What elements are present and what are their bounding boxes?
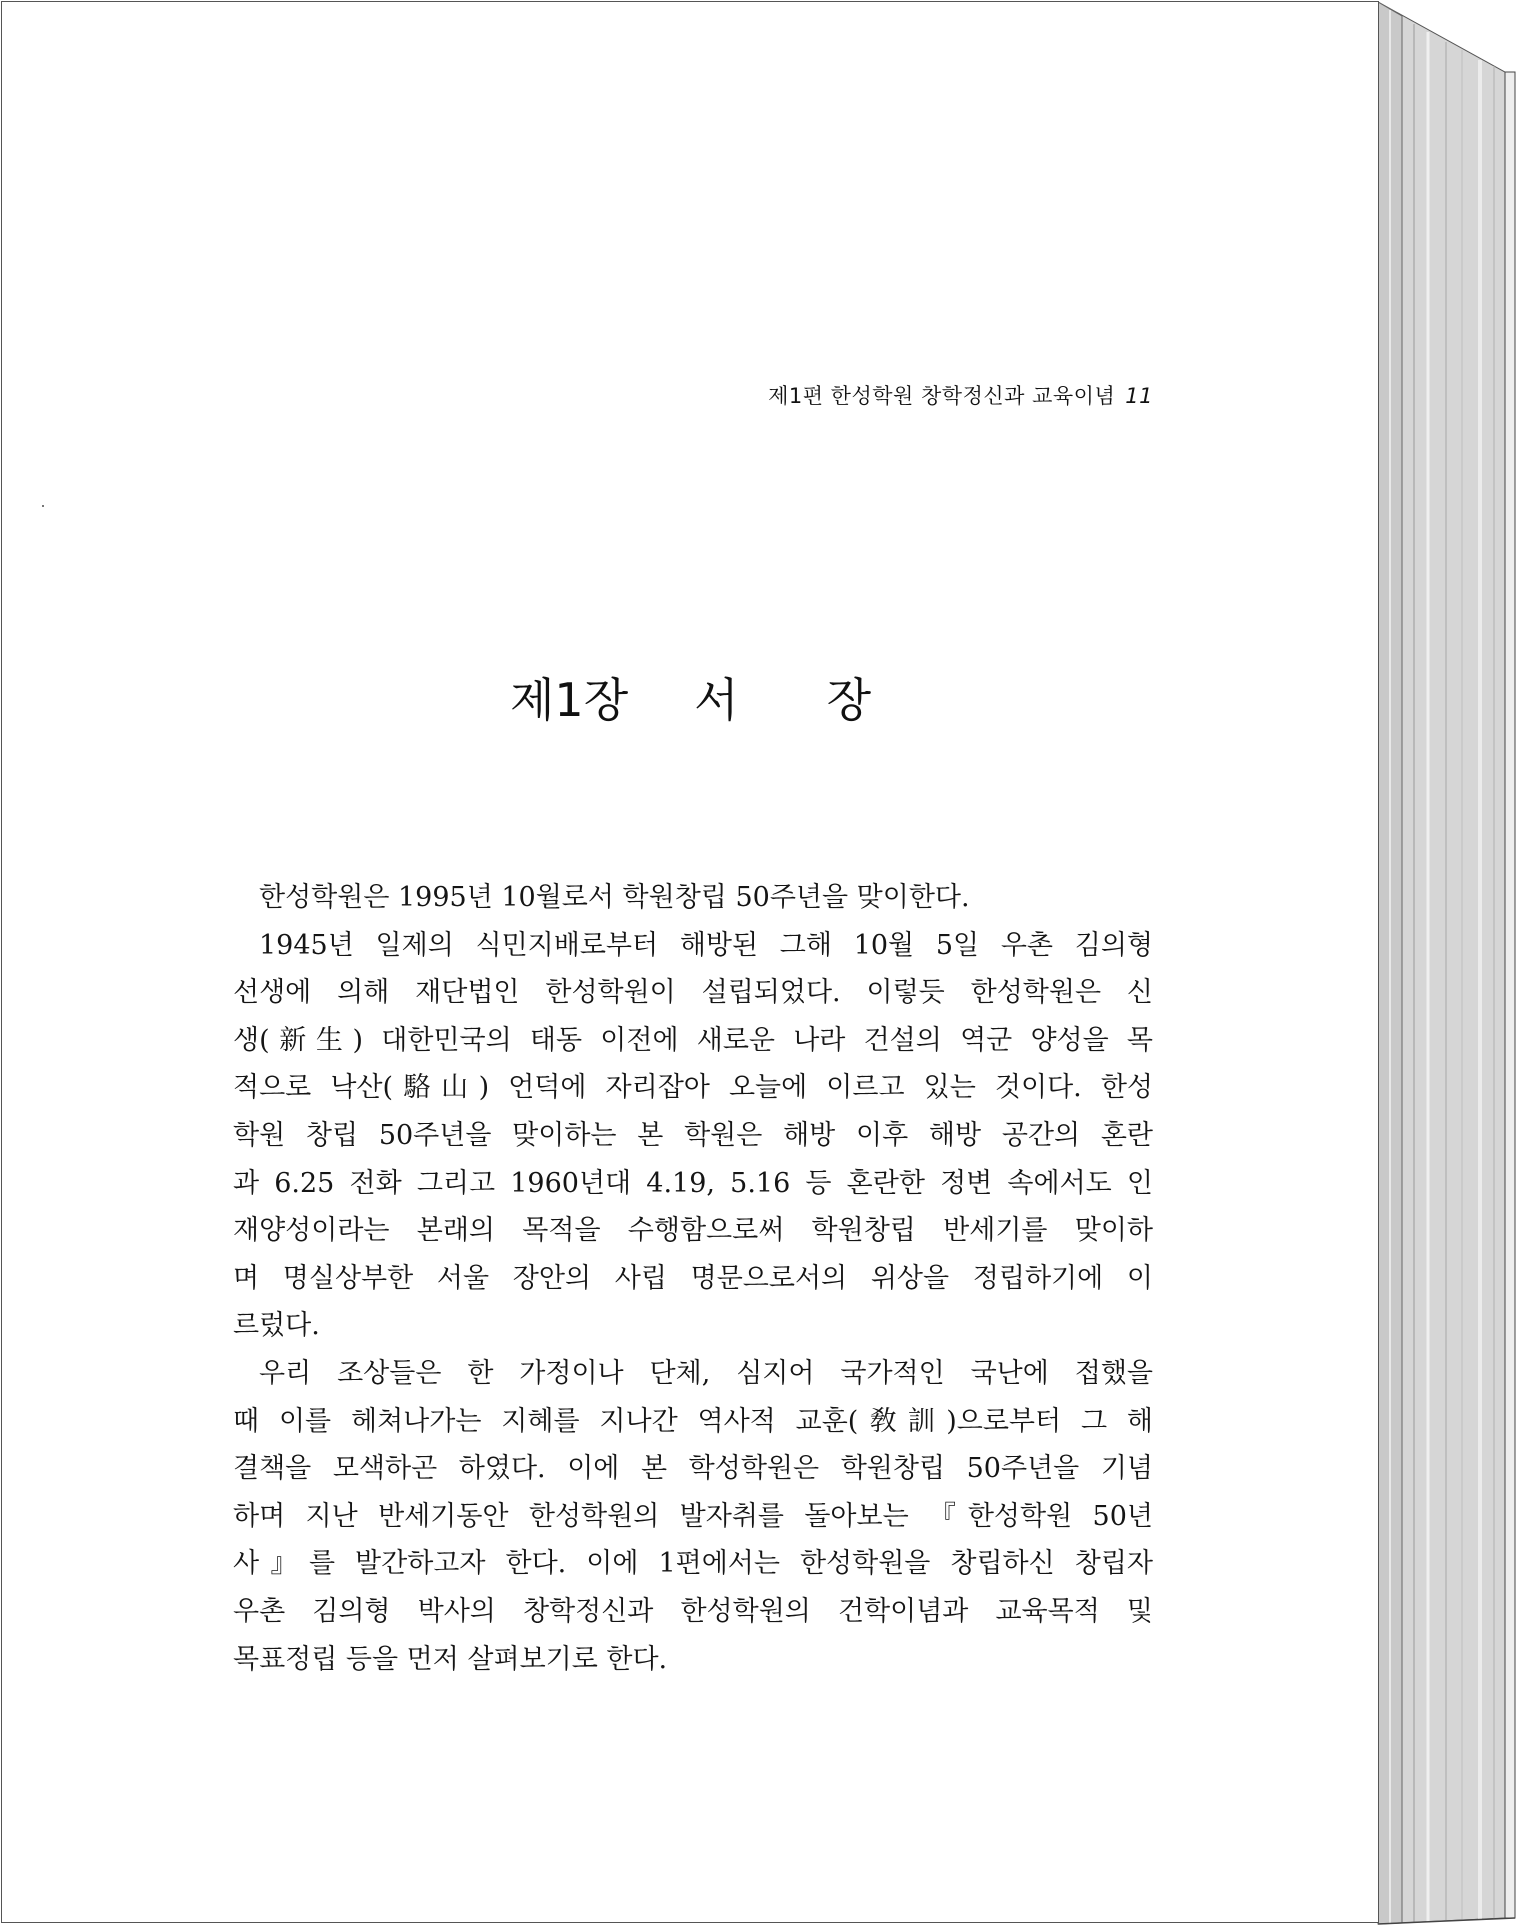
- body-line: 하며 지난 반세기동안 한성학원의 발자취를 돌아보는 『한성학원 50년: [233, 1500, 1153, 1532]
- chapter-number: 제1장: [510, 673, 629, 727]
- body-line: 학원 창립 50주년을 맞이하는 본 학원은 해방 이후 해방 공간의 혼란: [233, 1119, 1153, 1151]
- page-number: 11: [1125, 384, 1153, 408]
- chapter-title-char-1: 서: [694, 673, 739, 727]
- body-line: 1945년 일제의 식민지배로부터 해방된 그해 10월 5일 우촌 김의형: [259, 929, 1153, 961]
- chapter-title-char-2: 장: [826, 673, 872, 727]
- body-line: 때 이를 헤쳐나가는 지혜를 지나간 역사적 교훈(敎訓)으로부터 그 해: [233, 1405, 1153, 1437]
- scan-speck: [42, 505, 44, 507]
- body-line: 우리 조상들은 한 가정이나 단체, 심지어 국가적인 국난에 접했을: [259, 1357, 1153, 1389]
- body-text: [233, 874, 1153, 1683]
- body-line: 적으로 낙산(駱山) 언덕에 자리잡아 오늘에 이르고 있는 것이다. 한성: [233, 1072, 1153, 1104]
- body-line: 목표정립 등을 먼저 살펴보기로 한다.: [233, 1643, 668, 1675]
- body-line: 우촌 김의형 박사의 창학정신과 한성학원의 건학이념과 교육목적 및: [233, 1595, 1153, 1627]
- body-line: 재양성이라는 본래의 목적을 수행함으로써 학원창립 반세기를 맞이하: [233, 1215, 1153, 1247]
- body-line: 선생에 의해 재단법인 한성학원이 설립되었다. 이렇듯 한성학원은 신: [233, 977, 1153, 1009]
- body-line: 며 명실상부한 서울 장안의 사립 명문으로서의 위상을 정립하기에 이: [233, 1262, 1153, 1294]
- body-line: 한성학원은 1995년 10월로서 학원창립 50주년을 맞이한다.: [259, 882, 970, 913]
- chapter-title: [510, 664, 871, 730]
- body-line: 과 6.25 전화 그리고 1960년대 4.19, 5.16 등 혼란한 정변 속에서도 인: [233, 1167, 1153, 1199]
- body-line: 르렀다.: [233, 1310, 320, 1342]
- body-line: 생(新生) 대한민국의 태동 이전에 새로운 나라 건설의 역군 양성을 목: [233, 1024, 1153, 1056]
- body-line: 사』를 발간하고자 한다. 이에 1편에서는 한성학원을 창립하신 창립자: [233, 1548, 1153, 1580]
- running-header: [768, 380, 1153, 410]
- body-line: 결책을 모색하곤 하였다. 이에 본 학성학원은 학원창립 50주년을 기념: [233, 1453, 1153, 1485]
- running-header-title: 제1편 한성학원 창학정신과 교육이념: [768, 384, 1116, 408]
